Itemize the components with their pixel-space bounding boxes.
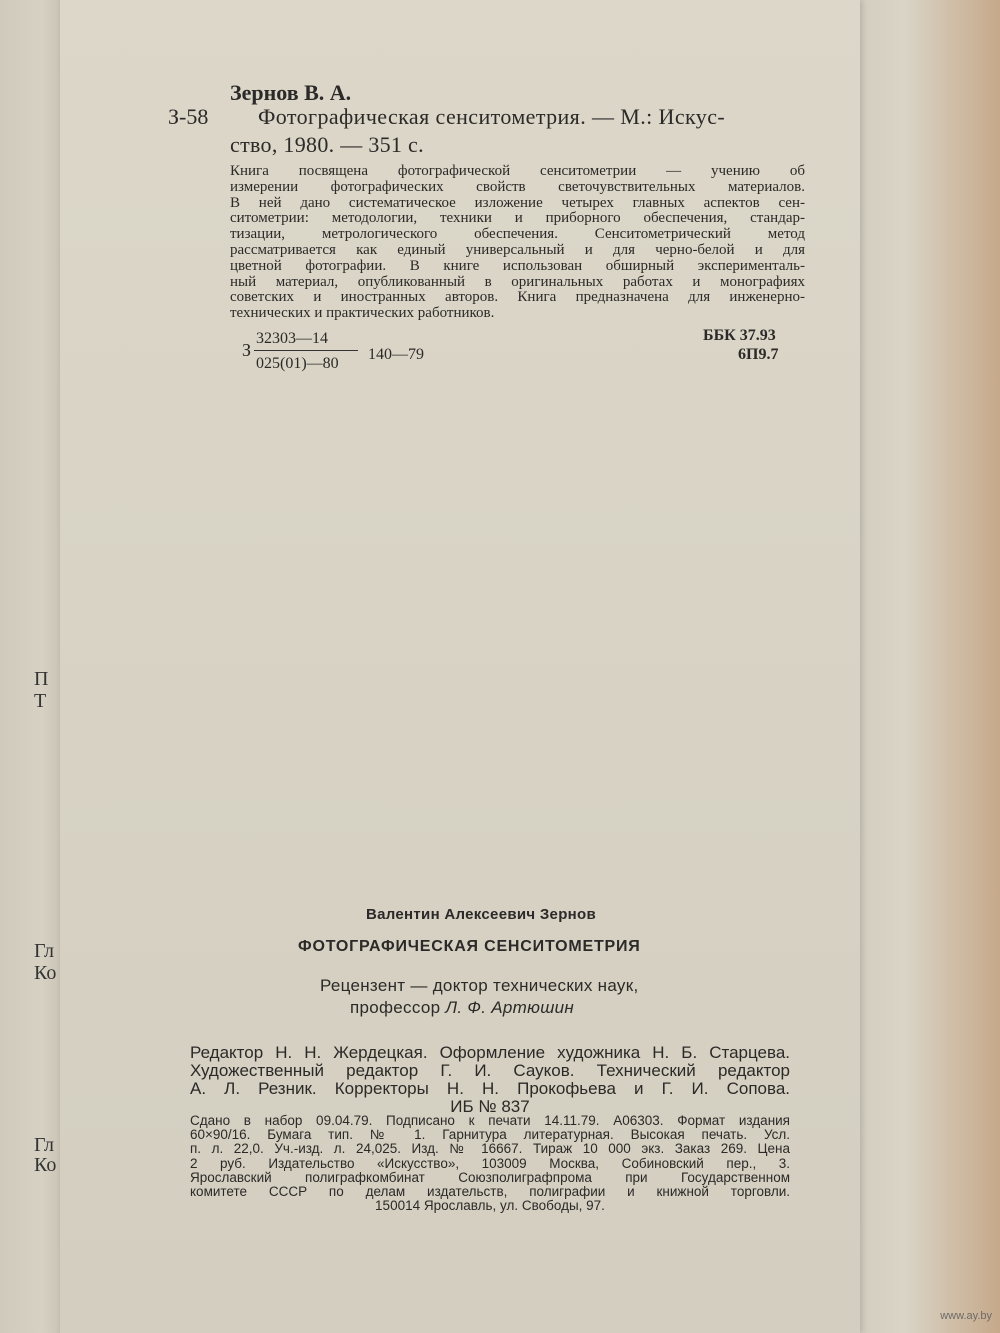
fraction-bar bbox=[254, 350, 358, 351]
credits-line: Редактор Н. Н. Жердецкая. Оформление художника Н. Б. Старцева. bbox=[190, 1043, 790, 1062]
fraction-suffix: 140—79 bbox=[368, 346, 424, 363]
card-author: Зернов В. А. bbox=[230, 80, 352, 105]
credits bbox=[190, 1044, 790, 1116]
annotation-line: ный материал, опубликованный в оригинальных работах и монографиях bbox=[230, 273, 805, 290]
imprint-line: комитете СССР по делам издательств, полиграфии и книжной торговли. bbox=[190, 1184, 790, 1200]
imprint-line: 60×90/16. Бумага тип. № 1. Гарнитура литературная. Высокая печать. Усл. bbox=[190, 1127, 790, 1143]
annotation-line: технических и практических работников. bbox=[230, 305, 495, 322]
annotation-line: тизации, метрологического обеспечения. Сенситометрический метод bbox=[230, 226, 805, 243]
edge-letter: П bbox=[34, 668, 49, 690]
right-page-edge bbox=[840, 0, 1000, 1333]
annotation bbox=[230, 164, 805, 322]
fraction-numerator: 32303—14 bbox=[256, 330, 328, 347]
annotation-line: цветной фотографии. В книге использован обширный эксперименталь- bbox=[230, 257, 805, 274]
udc-index: 6П9.7 bbox=[738, 346, 779, 363]
fraction-denominator: 025(01)—80 bbox=[256, 355, 339, 372]
annotation-line: измерении фотографических свойств светочувствительных материалов. bbox=[230, 178, 805, 195]
edge-letter: Гл bbox=[34, 940, 55, 962]
annotation-line: советских и иностранных авторов. Книга предназначена для инженерно- bbox=[230, 289, 805, 306]
annotation-line: ситометрии: методологии, техники и приборного обеспечения, стандар- bbox=[230, 210, 805, 227]
watermark: www.ay.by bbox=[940, 1310, 992, 1322]
reviewer-name: Л. Ф. Артюшин bbox=[445, 998, 575, 1017]
full-author-name: Валентин Алексеевич Зернов bbox=[366, 906, 597, 923]
imprint-line: Ярославский полиграфкомбинат Союзполиграфпрома при Государственном bbox=[190, 1169, 790, 1185]
reviewer-line-1: Рецензент — доктор технических наук, bbox=[320, 976, 639, 995]
reviewer-prefix: профессор bbox=[350, 998, 446, 1017]
edge-letter: Т bbox=[34, 690, 47, 712]
bbk-index: ББК 37.93 bbox=[703, 327, 776, 344]
annotation-line: В ней дано систематическое изложение четырех главных аспектов сен- bbox=[230, 194, 805, 211]
card-title-line-1: Фотографическая сенситометрия. — М.: Искус- bbox=[258, 104, 726, 129]
edge-letter: Ко bbox=[34, 962, 57, 984]
annotation-line: рассматривается как единый универсальный и для черно-белой и для bbox=[230, 241, 805, 258]
card-code: З-58 bbox=[168, 104, 209, 129]
imprint-line: 2 руб. Издательство «Искусство», 103009 Москва, Собиновский пер., 3. bbox=[190, 1155, 790, 1171]
edge-letter: Ко bbox=[34, 1154, 57, 1176]
imprint-line: 150014 Ярославль, ул. Свободы, 97. bbox=[375, 1198, 605, 1214]
imprint-line: Сдано в набор 09.04.79. Подписано к печати 14.11.79. А06303. Формат издания bbox=[190, 1113, 790, 1128]
card-title-line-2: ство, 1980. — 351 с. bbox=[230, 132, 424, 157]
credits-line: Художественный редактор Г. И. Сауков. Технический редактор bbox=[190, 1061, 790, 1080]
imprint bbox=[190, 1114, 790, 1213]
annotation-line: Книга посвящена фотографической сенситометрии — учению об bbox=[230, 163, 805, 179]
credits-line: А. Л. Резник. Корректоры Н. Н. Прокофьева и Г. И. Сопова. bbox=[190, 1079, 790, 1098]
ib-number: ИБ № 837 bbox=[450, 1097, 530, 1116]
imprint-line: п. л. 22,0. Уч.-изд. л. 24,025. Изд. № 16667. Тираж 10 000 экз. Заказ 269. Цена bbox=[190, 1141, 790, 1157]
reviewer-line-2 bbox=[350, 998, 574, 1018]
edge-letter: Гл bbox=[34, 1134, 55, 1156]
code-letter: З bbox=[242, 340, 252, 360]
book-title: ФОТОГРАФИЧЕСКАЯ СЕНСИТОМЕТРИЯ bbox=[298, 938, 641, 955]
